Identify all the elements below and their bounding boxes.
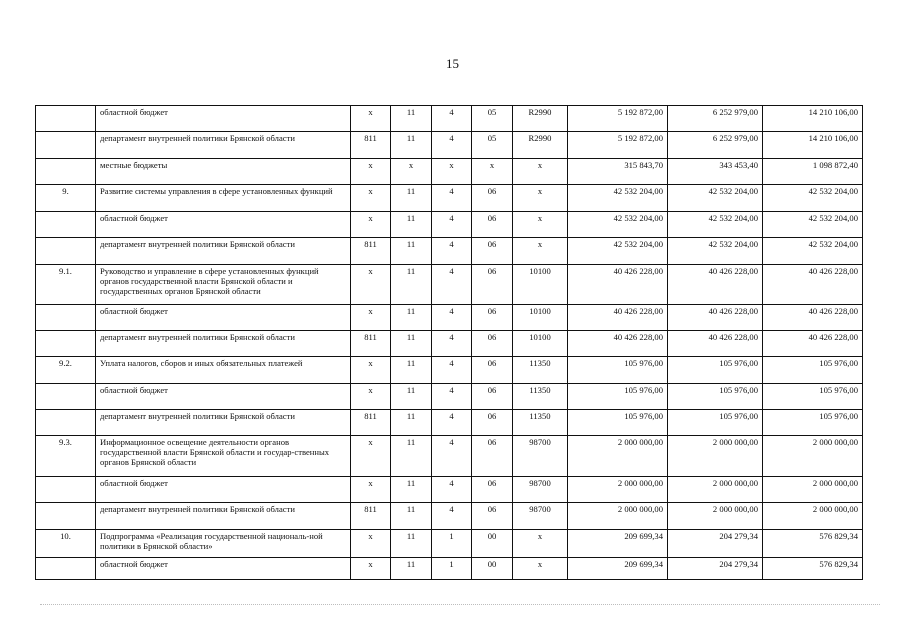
cell-amount-2: 343 453,40: [668, 159, 763, 185]
cell-amount-2: 42 532 204,00: [668, 185, 763, 212]
cell-subsection: 4: [432, 357, 472, 384]
table-row: [36, 305, 863, 331]
table-row: [36, 410, 863, 436]
cell-amount-2: 6 252 979,00: [668, 106, 763, 132]
cell-target-article: 06: [472, 238, 513, 265]
row-name: департамент внутренней политики Брянской области: [96, 238, 351, 265]
cell-expense-code: x: [513, 558, 568, 580]
row-name: Информационное освещение деятельности органов государственной власти Брянской области и государ-ственных органов Брянской области: [96, 436, 351, 477]
cell-amount-1: 105 976,00: [568, 384, 668, 410]
cell-expense-code: R2990: [513, 132, 568, 159]
cell-target-article: 06: [472, 477, 513, 503]
cell-subsection: 4: [432, 265, 472, 305]
cell-subsection: 4: [432, 331, 472, 357]
cell-amount-1: 315 843,70: [568, 159, 668, 185]
cell-section: 11: [391, 305, 432, 331]
cell-grbs: 811: [351, 503, 391, 530]
cell-target-article: 06: [472, 384, 513, 410]
cell-subsection: 4: [432, 212, 472, 238]
cell-amount-3: 42 532 204,00: [763, 212, 863, 238]
cell-amount-1: 2 000 000,00: [568, 436, 668, 477]
cell-amount-3: 2 000 000,00: [763, 503, 863, 530]
cell-expense-code: 11350: [513, 357, 568, 384]
cell-amount-2: 40 426 228,00: [668, 331, 763, 357]
cell-expense-code: 10100: [513, 265, 568, 305]
row-name: местные бюджеты: [96, 159, 351, 185]
cell-amount-2: 2 000 000,00: [668, 436, 763, 477]
row-number: [36, 238, 96, 265]
cell-amount-3: 40 426 228,00: [763, 305, 863, 331]
cell-expense-code: 98700: [513, 503, 568, 530]
cell-subsection: x: [432, 159, 472, 185]
table-row: [36, 132, 863, 159]
cell-target-article: 06: [472, 185, 513, 212]
cell-section: 11: [391, 185, 432, 212]
cell-amount-1: 105 976,00: [568, 410, 668, 436]
row-name: департамент внутренней политики Брянской области: [96, 331, 351, 357]
cell-grbs: x: [351, 357, 391, 384]
cell-amount-3: 14 210 106,00: [763, 106, 863, 132]
cell-amount-1: 42 532 204,00: [568, 212, 668, 238]
cell-subsection: 4: [432, 305, 472, 331]
cell-amount-2: 105 976,00: [668, 357, 763, 384]
cell-amount-2: 42 532 204,00: [668, 212, 763, 238]
cell-target-article: 05: [472, 132, 513, 159]
row-name: областной бюджет: [96, 477, 351, 503]
cell-amount-1: 40 426 228,00: [568, 265, 668, 305]
cell-amount-3: 2 000 000,00: [763, 477, 863, 503]
table-row: [36, 331, 863, 357]
table-row: [36, 477, 863, 503]
cell-grbs: x: [351, 106, 391, 132]
row-number: [36, 410, 96, 436]
cell-amount-1: 105 976,00: [568, 357, 668, 384]
cell-section: 11: [391, 132, 432, 159]
cell-target-article: 00: [472, 530, 513, 558]
row-number: [36, 331, 96, 357]
cell-section: 11: [391, 410, 432, 436]
row-name: Руководство и управление в сфере установленных функций органов государственной власти Брянской области и государственных органов Брянской области: [96, 265, 351, 305]
cell-subsection: 4: [432, 503, 472, 530]
row-name: департамент внутренней политики Брянской области: [96, 410, 351, 436]
row-name: областной бюджет: [96, 305, 351, 331]
cell-section: 11: [391, 106, 432, 132]
cell-expense-code: 10100: [513, 331, 568, 357]
table-row: [36, 384, 863, 410]
cell-target-article: 05: [472, 106, 513, 132]
cell-expense-code: 98700: [513, 436, 568, 477]
cell-amount-3: 2 000 000,00: [763, 436, 863, 477]
cell-amount-1: 42 532 204,00: [568, 238, 668, 265]
cell-amount-3: 576 829,34: [763, 558, 863, 580]
cell-expense-code: x: [513, 238, 568, 265]
cell-section: 11: [391, 503, 432, 530]
cell-amount-2: 204 279,34: [668, 558, 763, 580]
cell-section: 11: [391, 331, 432, 357]
row-number: [36, 558, 96, 580]
cell-section: 11: [391, 357, 432, 384]
row-number: [36, 384, 96, 410]
row-number: [36, 477, 96, 503]
cell-grbs: x: [351, 159, 391, 185]
cell-grbs: x: [351, 477, 391, 503]
row-number: 10.: [36, 530, 96, 558]
row-number: [36, 503, 96, 530]
cell-amount-2: 2 000 000,00: [668, 503, 763, 530]
cell-amount-2: 105 976,00: [668, 384, 763, 410]
row-number: [36, 305, 96, 331]
cell-target-article: 06: [472, 436, 513, 477]
cell-expense-code: 10100: [513, 305, 568, 331]
table-row: [36, 159, 863, 185]
row-number: [36, 159, 96, 185]
cell-grbs: x: [351, 558, 391, 580]
cell-amount-1: 40 426 228,00: [568, 331, 668, 357]
cell-section: 11: [391, 265, 432, 305]
cell-amount-1: 5 192 872,00: [568, 132, 668, 159]
row-name: Развитие системы управления в сфере установленных функций: [96, 185, 351, 212]
cell-section: 11: [391, 238, 432, 265]
cell-grbs: x: [351, 212, 391, 238]
cell-subsection: 4: [432, 132, 472, 159]
cell-amount-3: 105 976,00: [763, 384, 863, 410]
cell-amount-2: 6 252 979,00: [668, 132, 763, 159]
row-number: 9.2.: [36, 357, 96, 384]
row-number: [36, 212, 96, 238]
table-row: [36, 212, 863, 238]
cell-grbs: 811: [351, 331, 391, 357]
row-name: Уплата налогов, сборов и иных обязательных платежей: [96, 357, 351, 384]
cell-section: x: [391, 159, 432, 185]
cell-expense-code: 98700: [513, 477, 568, 503]
table-row: [36, 238, 863, 265]
budget-table-body: [36, 106, 863, 580]
cell-grbs: x: [351, 265, 391, 305]
cell-grbs: x: [351, 305, 391, 331]
table-row: [36, 185, 863, 212]
cell-expense-code: x: [513, 185, 568, 212]
table-row: [36, 357, 863, 384]
cell-target-article: 06: [472, 357, 513, 384]
cell-amount-3: 40 426 228,00: [763, 331, 863, 357]
row-name: областной бюджет: [96, 558, 351, 580]
cell-amount-3: 105 976,00: [763, 357, 863, 384]
budget-table: [35, 105, 863, 580]
cell-amount-1: 209 699,34: [568, 530, 668, 558]
cell-expense-code: x: [513, 159, 568, 185]
cell-section: 11: [391, 530, 432, 558]
cell-subsection: 4: [432, 384, 472, 410]
page-number: 15: [446, 56, 459, 71]
cell-grbs: x: [351, 384, 391, 410]
cell-target-article: 06: [472, 331, 513, 357]
cell-subsection: 4: [432, 106, 472, 132]
row-name: департамент внутренней политики Брянской области: [96, 132, 351, 159]
cell-section: 11: [391, 212, 432, 238]
cell-target-article: 06: [472, 212, 513, 238]
row-name: областной бюджет: [96, 212, 351, 238]
table-row: [36, 106, 863, 132]
cell-section: 11: [391, 558, 432, 580]
cell-target-article: 06: [472, 265, 513, 305]
row-name: Подпрограмма «Реализация государственной националь-ной политики в Брянской области»: [96, 530, 351, 558]
cell-target-article: 06: [472, 410, 513, 436]
cell-amount-3: 42 532 204,00: [763, 185, 863, 212]
cell-amount-3: 40 426 228,00: [763, 265, 863, 305]
cell-amount-3: 105 976,00: [763, 410, 863, 436]
cell-grbs: x: [351, 436, 391, 477]
row-name: департамент внутренней политики Брянской области: [96, 503, 351, 530]
cell-amount-1: 42 532 204,00: [568, 185, 668, 212]
row-number: 9.3.: [36, 436, 96, 477]
cell-section: 11: [391, 384, 432, 410]
table-row: [36, 436, 863, 477]
cell-subsection: 4: [432, 410, 472, 436]
cell-expense-code: 11350: [513, 384, 568, 410]
cell-grbs: 811: [351, 238, 391, 265]
row-number: [36, 132, 96, 159]
cell-grbs: 811: [351, 410, 391, 436]
table-row: [36, 558, 863, 580]
table-row: [36, 265, 863, 305]
cell-subsection: 4: [432, 436, 472, 477]
cell-expense-code: x: [513, 212, 568, 238]
cell-expense-code: 11350: [513, 410, 568, 436]
row-number: [36, 106, 96, 132]
cell-amount-2: 105 976,00: [668, 410, 763, 436]
cell-subsection: 4: [432, 185, 472, 212]
cell-subsection: 1: [432, 558, 472, 580]
cell-amount-2: 40 426 228,00: [668, 265, 763, 305]
cell-amount-1: 2 000 000,00: [568, 477, 668, 503]
cell-target-article: 06: [472, 503, 513, 530]
cell-section: 11: [391, 477, 432, 503]
cell-amount-3: 42 532 204,00: [763, 238, 863, 265]
cell-section: 11: [391, 436, 432, 477]
table-row: [36, 503, 863, 530]
cell-amount-2: 204 279,34: [668, 530, 763, 558]
cell-target-article: x: [472, 159, 513, 185]
page-bottom-scan-artifact: [40, 600, 880, 605]
cell-subsection: 4: [432, 238, 472, 265]
row-name: областной бюджет: [96, 106, 351, 132]
row-name: областной бюджет: [96, 384, 351, 410]
row-number: 9.1.: [36, 265, 96, 305]
cell-amount-3: 14 210 106,00: [763, 132, 863, 159]
cell-grbs: 811: [351, 132, 391, 159]
cell-amount-2: 2 000 000,00: [668, 477, 763, 503]
row-number: 9.: [36, 185, 96, 212]
cell-amount-2: 40 426 228,00: [668, 305, 763, 331]
cell-expense-code: R2990: [513, 106, 568, 132]
cell-amount-1: 2 000 000,00: [568, 503, 668, 530]
cell-grbs: x: [351, 185, 391, 212]
cell-subsection: 1: [432, 530, 472, 558]
cell-target-article: 06: [472, 305, 513, 331]
cell-expense-code: x: [513, 530, 568, 558]
cell-target-article: 00: [472, 558, 513, 580]
cell-grbs: x: [351, 530, 391, 558]
cell-amount-2: 42 532 204,00: [668, 238, 763, 265]
cell-amount-1: 209 699,34: [568, 558, 668, 580]
cell-amount-1: 5 192 872,00: [568, 106, 668, 132]
cell-subsection: 4: [432, 477, 472, 503]
cell-amount-3: 576 829,34: [763, 530, 863, 558]
cell-amount-1: 40 426 228,00: [568, 305, 668, 331]
cell-amount-3: 1 098 872,40: [763, 159, 863, 185]
table-row: [36, 530, 863, 558]
